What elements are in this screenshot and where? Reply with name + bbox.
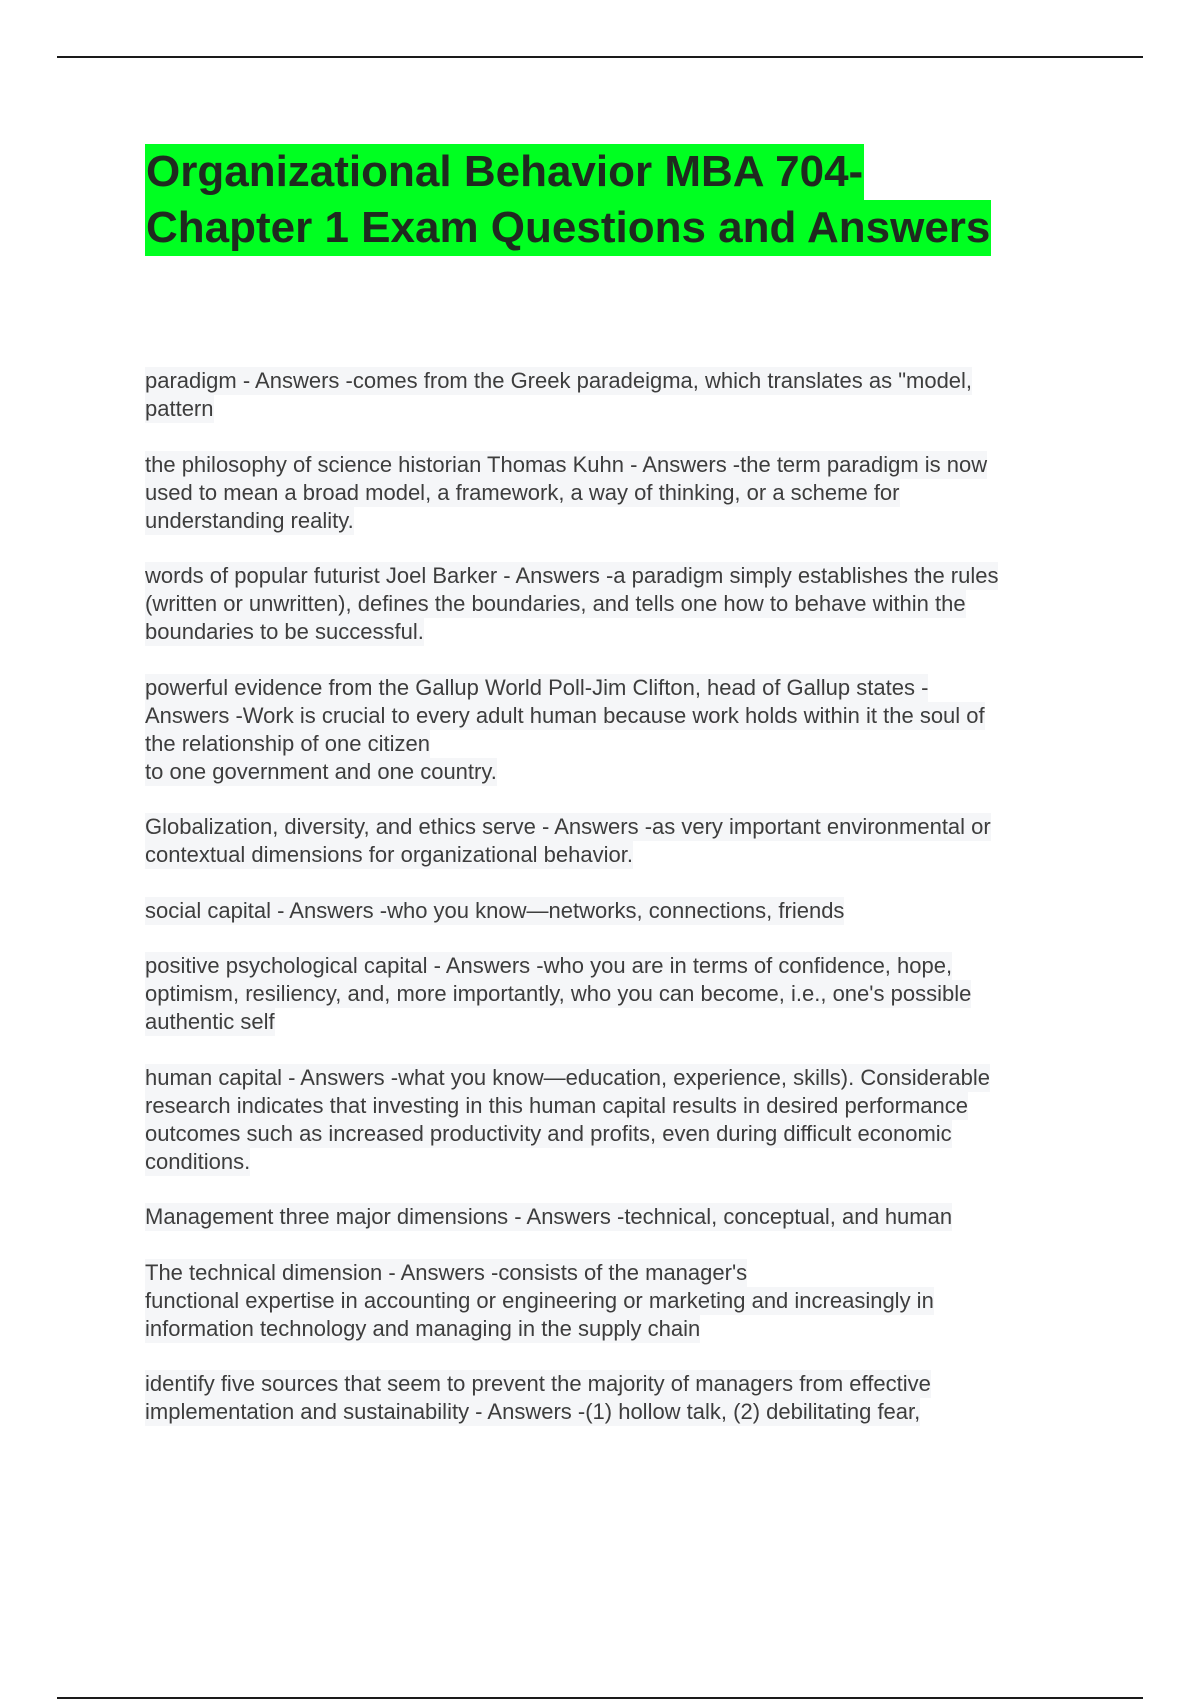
qa-line: The technical dimension - Answers -consists of the manager's xyxy=(145,1259,748,1285)
title-line-2: Chapter 1 Exam Questions and Answers xyxy=(145,200,991,256)
title-line-1: Organizational Behavior MBA 704- xyxy=(145,144,864,200)
qa-item xyxy=(145,674,1145,786)
qa-item xyxy=(145,367,1145,423)
qa-item xyxy=(145,813,1145,869)
qa-item xyxy=(145,1203,1145,1231)
bottom-rule xyxy=(57,1697,1143,1699)
qa-line: pattern xyxy=(145,396,214,421)
qa-line: to one government and one country. xyxy=(145,758,497,784)
qa-item xyxy=(145,1064,1145,1176)
qa-line: human capital - Answers -what you know—education, experience, skills). Considerable xyxy=(145,1064,990,1090)
qa-item xyxy=(145,1259,1145,1343)
qa-item xyxy=(145,897,1145,925)
qa-line: words of popular futurist Joel Barker - Answers -a paradigm simply establishes the rules xyxy=(145,563,999,588)
qa-item xyxy=(145,952,1145,1036)
qa-line: paradigm - Answers -comes from the Greek paradeigma, which translates as "model, xyxy=(145,368,973,393)
qa-line: positive psychological capital - Answers -who you are in terms of confidence, hope, xyxy=(145,953,953,978)
qa-line: (written or unwritten), defines the boundaries, and tells one how to behave within the xyxy=(145,591,966,616)
qa-line: understanding reality. xyxy=(145,507,354,533)
qa-line: implementation and sustainability - Answers -(1) hollow talk, (2) debilitating fear, xyxy=(145,1399,921,1424)
qa-line: boundaries to be successful. xyxy=(145,619,424,644)
qa-line: contextual dimensions for organizational behavior. xyxy=(145,842,633,867)
qa-item xyxy=(145,1370,1145,1426)
qa-list xyxy=(145,367,1145,1454)
qa-line: outcomes such as increased productivity and profits, even during difficult economic xyxy=(145,1120,952,1146)
qa-line: Management three major dimensions - Answers -technical, conceptual, and human xyxy=(145,1204,953,1229)
qa-item xyxy=(145,562,1145,646)
qa-line: functional expertise in accounting or engineering or marketing and increasingly in xyxy=(145,1287,934,1313)
qa-line: information technology and managing in the supply chain xyxy=(145,1315,701,1341)
qa-line: social capital - Answers -who you know—networks, connections, friends xyxy=(145,897,845,923)
qa-line: Globalization, diversity, and ethics serve - Answers -as very important environmental or xyxy=(145,814,991,839)
document-title xyxy=(145,144,1145,256)
qa-line: powerful evidence from the Gallup World Poll-Jim Clifton, head of Gallup states - xyxy=(145,674,929,700)
qa-line: used to mean a broad model, a framework, a way of thinking, or a scheme for xyxy=(145,479,900,505)
qa-line: the relationship of one citizen xyxy=(145,730,430,756)
top-rule xyxy=(57,56,1143,58)
qa-line: authentic self xyxy=(145,1009,275,1034)
qa-item xyxy=(145,451,1145,535)
qa-line: the philosophy of science historian Thomas Kuhn - Answers -the term paradigm is now xyxy=(145,451,988,477)
qa-line: optimism, resiliency, and, more importantly, who you can become, i.e., one's possible xyxy=(145,981,972,1006)
qa-line: conditions. xyxy=(145,1148,251,1174)
qa-line: identify five sources that seem to prevent the majority of managers from effective xyxy=(145,1371,931,1396)
qa-line: research indicates that investing in this human capital results in desired performance xyxy=(145,1092,968,1118)
qa-line: Answers -Work is crucial to every adult human because work holds within it the soul of xyxy=(145,702,985,728)
